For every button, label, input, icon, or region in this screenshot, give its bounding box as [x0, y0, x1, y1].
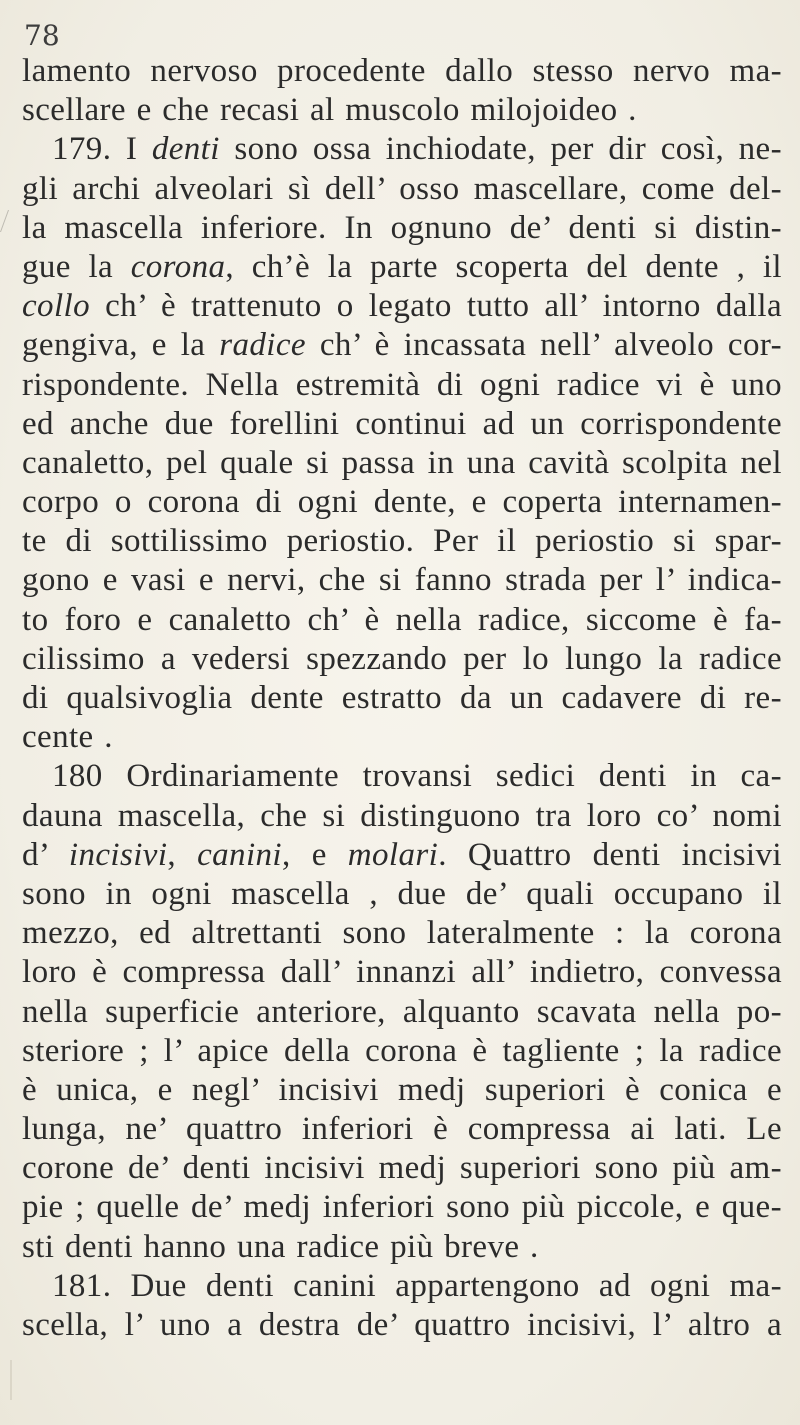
- text-run: lamento nervoso procedente dallo stesso nervo ma-: [22, 53, 782, 89]
- text-run: gono e vasi e nervi, che si fanno strada per l’ indica-: [22, 562, 782, 599]
- text-run: steriore ; l’ apice della corona è tagliente ; la radice: [22, 1032, 782, 1069]
- text-line: [22, 561, 782, 600]
- text-run: . Quattro denti incisivi: [438, 836, 782, 873]
- italic-term: canini: [197, 836, 282, 873]
- text-line: [22, 444, 782, 483]
- text-run: gue la: [22, 248, 131, 285]
- text-run: sti denti hanno una radice più breve .: [22, 1228, 539, 1265]
- text-line: [22, 326, 782, 365]
- text-run: scellare e che recasi al muscolo milojoideo .: [22, 92, 637, 129]
- text-line: [22, 1306, 782, 1345]
- text-line: [22, 170, 782, 209]
- text-run: gengiva, e la: [22, 327, 220, 364]
- text-run: sono in ogni mascella , due de’ quali occupano il: [22, 875, 782, 912]
- italic-term: collo: [22, 288, 90, 325]
- text-line: [22, 993, 782, 1032]
- text-line: [22, 1188, 782, 1227]
- text-run: rispondente. Nella estremità di ogni radice vi è uno: [22, 366, 782, 403]
- text-line: [22, 640, 782, 679]
- text-line: [22, 757, 782, 796]
- text-line: [22, 797, 782, 836]
- italic-term: molari: [347, 836, 439, 873]
- text-line: [22, 248, 782, 287]
- italic-term: incisivi: [68, 836, 168, 873]
- text-line: [22, 1071, 782, 1110]
- text-line: [22, 875, 782, 914]
- text-line: [22, 209, 782, 248]
- text-line: [22, 91, 782, 130]
- text-run: cente .: [22, 719, 113, 756]
- text-run: ,: [167, 836, 198, 873]
- text-run: dauna mascella, che si distinguono tra loro co’ nomi: [22, 797, 782, 834]
- text-run: 181. Due denti canini appartengono ad ogni ma-: [52, 1267, 782, 1304]
- text-run: to foro e canaletto ch’ è nella radice, siccome è fa-: [22, 601, 782, 638]
- text-run: corpo o corona di ogni dente, e coperta internamen-: [22, 484, 782, 521]
- text-line: [22, 679, 782, 718]
- text-line: [22, 1110, 782, 1149]
- text-line: [22, 1032, 782, 1071]
- text-run: lunga, ne’ quattro inferiori è compressa ai lati. Le: [22, 1111, 782, 1148]
- text-line: [22, 405, 782, 444]
- text-run: scella, l’ uno a destra de’ quattro incisivi, l’ altro a: [22, 1307, 782, 1343]
- margin-mark: [0, 210, 19, 232]
- text-run: 179. I: [52, 131, 152, 168]
- text-run: te di sottilissimo periostio. Per il periostio si spar-: [22, 523, 782, 560]
- text-run: canaletto, pel quale si passa in una cavità scolpita nel: [22, 444, 782, 481]
- italic-term: radice: [219, 327, 306, 364]
- text-run: ch’ è incassata nell’ alveolo cor-: [305, 327, 782, 364]
- text-run: pie ; quelle de’ medj inferiori sono più piccole, e que-: [22, 1189, 782, 1226]
- body-text: [22, 52, 782, 1345]
- text-run: di qualsivoglia dente estratto da un cadavere di re-: [22, 680, 782, 716]
- text-run: , e: [282, 836, 348, 873]
- text-line: [22, 718, 782, 757]
- text-run: ch’ è trattenuto o legato tutto all’ intorno dalla: [89, 288, 782, 325]
- text-line: [22, 366, 782, 405]
- text-run: nella superficie anteriore, alquanto scavata nella po-: [22, 993, 782, 1030]
- text-line: [22, 287, 782, 326]
- page-number: 78: [24, 19, 60, 52]
- margin-stain: [10, 1360, 12, 1400]
- text-line: [22, 914, 782, 953]
- text-run: mezzo, ed altrettanti sono lateralmente : la corona: [22, 915, 782, 952]
- text-run: d’: [22, 836, 69, 873]
- text-line: [22, 1267, 782, 1306]
- text-line: [22, 601, 782, 640]
- text-run: è unica, e negl’ incisivi medj superiori è conica e: [22, 1071, 782, 1108]
- italic-term: denti: [151, 131, 220, 168]
- text-line: [22, 52, 782, 91]
- text-run: sono ossa inchiodate, per dir così, ne-: [219, 131, 782, 168]
- text-run: cilissimo a vedersi spezzando per lo lungo la radice: [22, 640, 782, 677]
- text-line: [22, 836, 782, 875]
- text-run: loro è compressa dall’ innanzi all’ indietro, convessa: [22, 954, 782, 991]
- italic-term: corona: [130, 248, 226, 285]
- text-line: [22, 1149, 782, 1188]
- text-line: [22, 522, 782, 561]
- text-run: , ch’è la parte scoperta del dente , il: [225, 248, 782, 285]
- text-line: [22, 130, 782, 169]
- text-line: [22, 483, 782, 522]
- text-line: [22, 953, 782, 992]
- text-run: gli archi alveolari sì dell’ osso mascellare, come del-: [22, 170, 782, 207]
- text-run: la mascella inferiore. In ognuno de’ denti si distin-: [22, 209, 782, 246]
- text-line: [22, 1228, 782, 1267]
- text-run: corone de’ denti incisivi medj superiori sono più am-: [22, 1150, 782, 1187]
- text-run: ed anche due forellini continui ad un corrispondente: [22, 405, 782, 442]
- text-run: 180 Ordinariamente trovansi sedici denti in ca-: [52, 758, 782, 795]
